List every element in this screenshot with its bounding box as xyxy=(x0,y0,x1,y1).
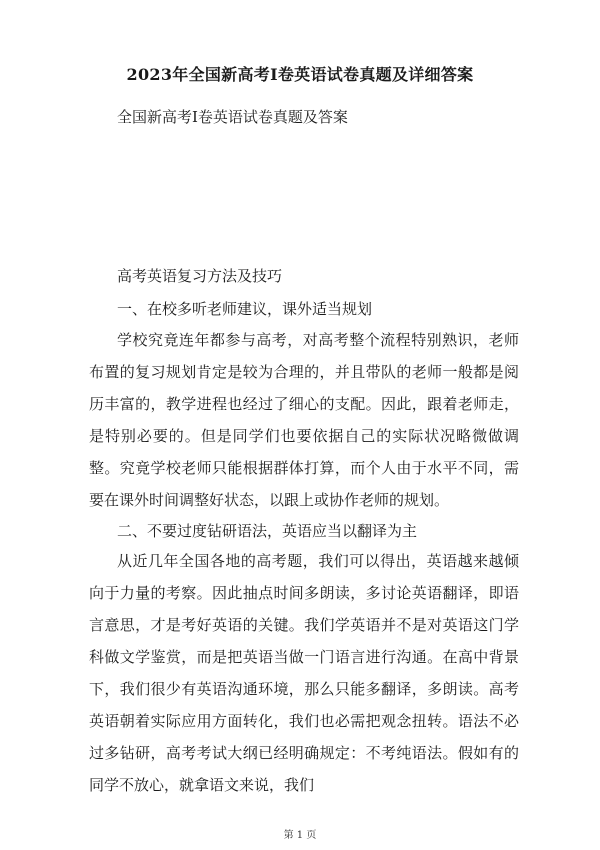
point1-heading: 一、在校多听老师建议，课外适当规划 xyxy=(117,300,373,318)
section-heading: 高考英语复习方法及技巧 xyxy=(117,267,283,285)
point1-paragraph: 学校究竟连年都参与高考，对高考整个流程特别熟识，老师布置的复习规划肯定是较为合理的，并且带队的老师一般都是阅历丰富的，教学进程也经过了细心的支配。因此，跟着老师走，是特别必要的。但是同学们也要依据自己的实际状况略微做调整。究竟学校老师只能根据群体打算，而个人由于水平不同，需要在课外时间调整好状态，以跟上或协作老师的规划。 xyxy=(89,331,519,509)
page-number: 第 1 页 xyxy=(283,830,317,841)
document-subtitle: 全国新高考Ⅰ卷英语试卷真题及答案 xyxy=(117,108,348,126)
point2-paragraph: 从近几年全国各地的高考题，我们可以得出，英语越来越倾向于力量的考察。因此抽点时间多朗读，多讨论英语翻译，即语言意思，才是考好英语的关键。我们学英语并不是对英语这门学科做文学鉴赏，而是把英语当做一门语言进行沟通。在高中背景下，我们很少有英语沟通环境，那么只能多翻译，多朗读。高考英语朝着实际应用方面转化，我们也必需把观念扭转。语法不必过多钻研，高考考试大纲已经明确规定：不考纯语法。假如有的同学不放心，就拿语文来说，我们 xyxy=(89,552,519,794)
point2-heading: 二、不要过度钻研语法，英语应当以翻译为主 xyxy=(117,522,418,540)
document-title: 2023年全国新高考Ⅰ卷英语试卷真题及详细答案 xyxy=(126,65,474,84)
